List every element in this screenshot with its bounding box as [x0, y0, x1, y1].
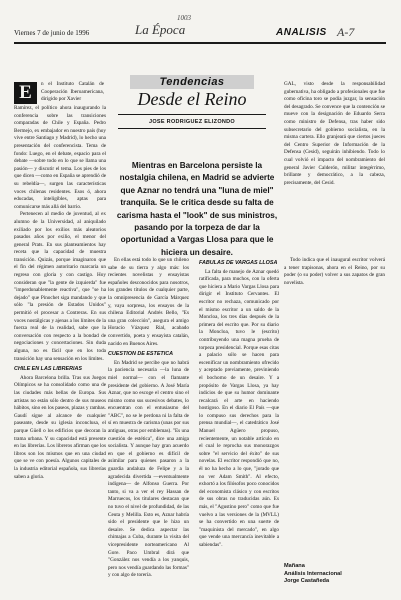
article-byline: JOSE RODRIGUEZ ELIZONDO [148, 119, 236, 125]
paragraph: Ahora Barcelona brilla. Tras sus Juegos Olímpicos se ha consolidado como una de las ciudades más bellas de Europa. Sus artistas no están sólo dentro de sus museos hábitos, sino en los paseos, plazas y rambas. Gaudí sigue al alcance de cualquier paseante, desde su iglesia inconclusa, el parque Güell o los edificios que decoran la trama urbana. Y su capacidad está presente en las librerías. Los libreros afirman que los libros son los mismos que en una ciudad que se ve con poesía. Algunos capitales de la industria editorial española, sus librerías saben a gloria. [14, 374, 106, 480]
handwritten-page-mark: A-7 [337, 25, 355, 39]
next-label: Mañana [284, 563, 305, 569]
paragraph: En ellas está todo lo que un chileno sabe de su tierra y algo más: los recientes novelistas y ensayistas españoles desconocidos para nosotros, los grandes títulos de cualquier parte, la omnipresencia de García Márquez y, vaya sorpresa, los ensayos de la chilena Editorial Andrés Bello, "Es una gran colección", asegura el amigo Horacio Vázquez Rial, acabado convertido, poeta y ensayista catalán, nacido en Buenos Aires. [108, 257, 189, 347]
issue-date: Viernes 7 de junio de 1996 [14, 29, 90, 37]
subheading: FABULAS DE VARGAS LLOSA [199, 260, 278, 266]
drop-cap: E [14, 82, 37, 104]
paragraph: Ramírez, el político ahora inaugurando la conferencia sobre las transiciones comparadas de Chile y España. Pedro Bermejo, ex embajador en nuestro país (hoy vive entre Santiago y Madrid), lo hecho una presentación del conferencista. Tema de fondo: Luego, en el debate, espacio para el debate —sobre todo en lo que se llama una pasión— y discutir el tema. Los pies de los que dicen —como en España se aprendió de su rebeldía—, surgen las características voces chilenas residentes. Esos ó, ahora educadas, inteligibles, aptas para comunicarse más allá del barrio. [14, 105, 106, 210]
next-article-note [284, 563, 385, 586]
section-name: ANALISIS [276, 27, 327, 38]
section-label: Tendencias [159, 76, 225, 88]
paragraph: GAL, visto desde la responsabilidad gubernativa, ha obligado a profesionales que fue como oficina toro se podía juzgar, la sensación del desagrado. Se convence que la contención se mueve con la designación de Eduardo Serra como ministro de Defensa, tras haber sido subsecretario del gobierno socialista, en la misma cartera. Ello granjeará que ciertos jueces del Centro Superior de Información de la Defensa (Cesid), seguirán inhibiendo. Todo lo cual volvió el impacto del nombramiento del general Javier Calderón, militar integérrimo, brillante y democrático, a la cabeza, precisamente, del Cesid. [284, 81, 385, 186]
column-1-lead [41, 81, 104, 105]
subheading: CHILE EN LAS LIBRERIAS [14, 366, 82, 373]
column-3 [199, 257, 279, 577]
paragraph: Todo indica que el inaugural escritor volverá a tener trapisonas, ahora en el Reino, por su poder (o su poder) volver a sus zapatos de gran novelista. [284, 257, 385, 286]
paragraph: En Madrid se percibe que no habrá la paciencia necesaria —la luna de miel normal— con el flamante presidente del gobierno. A José María Aznar, que no escoge el centro sino el mismo como sus sucesivos debates, lo encuentran con el entusiasmo del "ABC", no se le perdona ni la falta de sí en muestra de carisma (unas por sus antiguas, otras por emblemas). "Es una cuestión de estética", dice una amiga socialista. Y aunque hay gran acuerdo en que el gobierno es difícil de asimilar para quienes pasaron a la guardia andaluza de Felipe y a la agradecida divertida —eventualmente indígena— de Alfonso Guerra. Por tanto, si va a ver el rey Hassan de Marruecos, los titulares destacan que no tuvo el nivel de profundidad, de las Ceuta y Melilla. Esto es, Aznar habría sido el presidente que le hizo un desaire. Se dedica aspectar las chimajas a Cuba, durante la visita del vicepresidente norteamericano Al Gore. Paco Umbral dirá que "González nos vendía a los yanquis, pero nos vendía guardando las formas" y con algo de torería. [108, 359, 189, 579]
headline-rule-top [118, 114, 266, 115]
header-rule [14, 42, 386, 44]
handwritten-number: 1003 [177, 14, 191, 22]
lead-paragraph: n el Instituto Catalán de Cooperación Iberoamericana, dirigido por Xavier [41, 81, 104, 103]
subheading: CUESTION DE ESTETICA [108, 351, 173, 358]
handwritten-publication-name: La Época [135, 22, 186, 37]
column-4-top [284, 81, 385, 186]
article-headline: Desde el Reino [137, 89, 247, 109]
column-2 [108, 257, 189, 577]
next-section: Análisis Internacional [284, 570, 342, 577]
column-4-bottom [284, 257, 385, 561]
article-deck: Mientras en Barcelona persiste la nostalgia chilena, en Madrid se advierte que Aznar no tendrá una "luna de miel" tranquila. Se le critica desde su falta de carisma hasta el "look" de sus ministros, pasando por la torpeza de dar la oportunidad a Vargas Llosa para que le hiciera un desaire. [116, 161, 278, 257]
column-1 [14, 105, 106, 575]
next-author: Jorge Castañeda [284, 578, 330, 585]
paragraph: Pertenecen al medio de juventud, al ex alumno de la Universidad, al aniquilado exiliado por los exilios más aleatorios pasados años por exilio, el menor del general Prats. En sus planteamientos hay receta que la capacidad de muestra transición. Quizás, porque imaginaron que el fin del régimen autoritario marcaría un regreso con gloria y con castigo. Hoy consideran que "la gente de izquierda" fue "imperdonablemente reactiva", que "se ha dejado" que Pinochet siga mandando y que sólo "la presión de Estados Unidos" permitió el procesar a Contreras. En sus voces nostálgicas y ajenas a los límites de la fuerza real de la realidad, sabe que la conversación con respecto a la bondad de negociaciones y concertaciones. Sin duda alguna, no es fácil que en los toda transición hay una sensación en los límites. [14, 211, 106, 362]
headline-rule-bottom [118, 128, 266, 129]
paragraph: La falta de manejo de Aznar quedó ratificada, para muchos, con la oferta que hiciera a Mario Vargas Llosa para dirigir el Instituto Cervantes. El escritor no rechaza, comunicado por el mismo escritor a un saldo de la Moncloa, los tres días después de la primera del escrito que. Por su diario la Moncloa, tuvo le (escrito) contribuyendo una magna prueba de torpeza presidencial. Porque esas citas a palacio sólo se hacen para escenificar un nombramiento ofrecido y aceptado previamente, previniendo el bochorno de un desaire. Y a propósito de Vargas Llosa, ya hay indicios de que su humor dominante recalcará el arte en haciendo hostigoso. En el diario El País —que lo compuso sus derechos para la prensa mundial—, el catedrático José Manuel Agüero propuso, recientemente, un notable artículo en el cual le reprocha sus monorazgos sobre "el servicio del éxito" de sus novelas. El escritor respondió que no, él no ha hecho a lo que, "jorado que no ver Adam Smith". Al efecto, exhortó a los filósofos poco conocidos del economista clásico y con escritos de sus obras no traducidas aún. Es más, el "Agustino pero" como que fue vuelvo a las versiones de la (MVLL) se ha convertido en una suerte de "maquinista del mercado", en algo que vende una mercancía inevitable a sabiendas". [199, 268, 279, 548]
